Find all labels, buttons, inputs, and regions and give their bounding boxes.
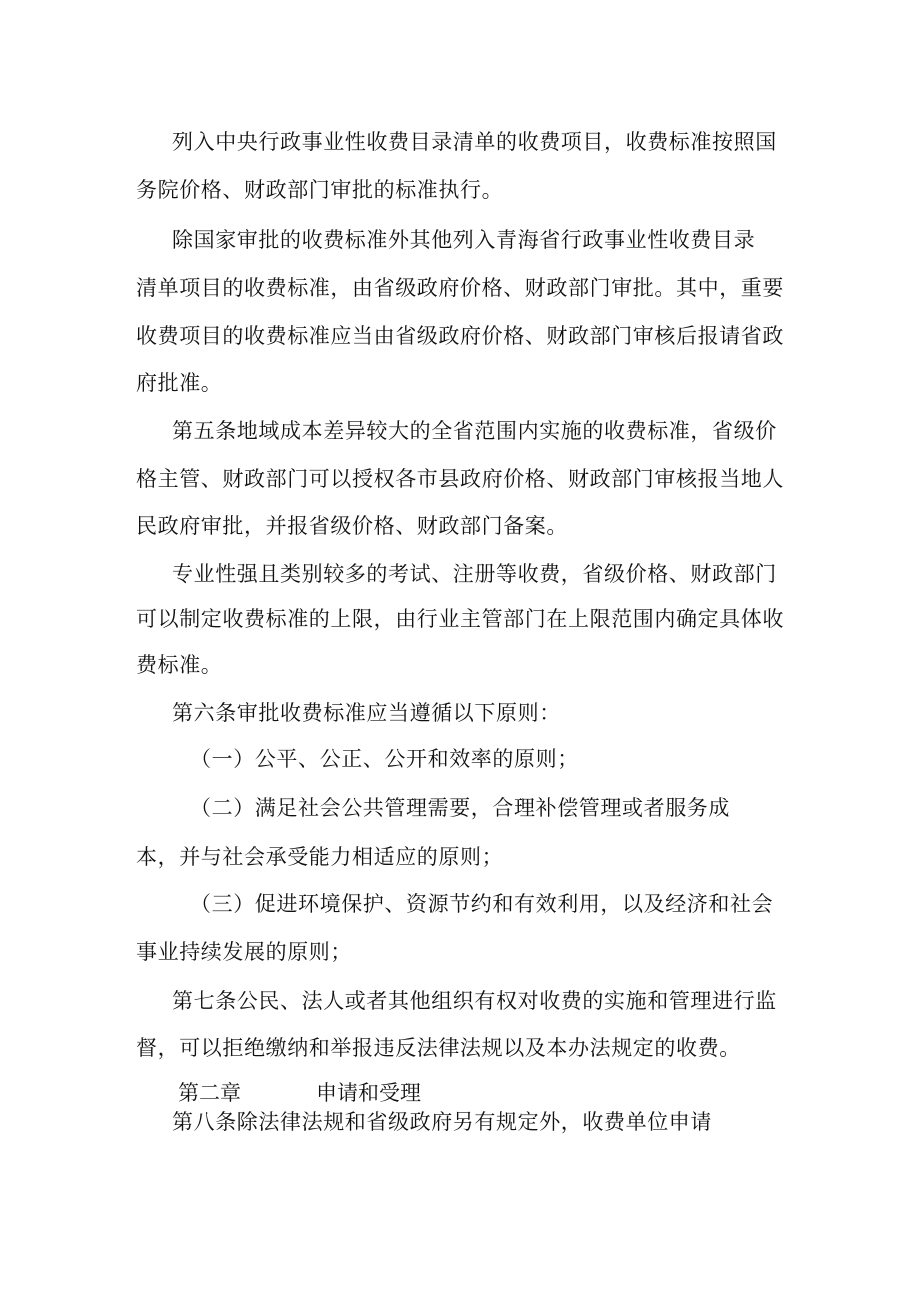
chapter-number: 第二章 xyxy=(178,1081,241,1105)
list-item: （一）公平、公正、公开和效率的原则； xyxy=(190,747,579,771)
paragraph-line: 收费项目的收费标准应当由省级政府价格、财政部门审核后报请省政 xyxy=(136,324,784,348)
paragraph-line: 第八条除法律法规和省级政府另有规定外，收费单位申请 xyxy=(172,1110,712,1134)
paragraph-line: 务院价格、财政部门审批的标准执行。 xyxy=(136,178,504,202)
paragraph-line: 第七条公民、法人或者其他组织有权对收费的实施和管理进行监 xyxy=(172,989,777,1013)
paragraph-line: 格主管、财政部门可以授权各市县政府价格、财政部门审核报当地人 xyxy=(136,467,784,491)
paragraph-line: 府批准。 xyxy=(136,371,223,395)
paragraph-line: 本，并与社会承受能力相适应的原则； xyxy=(136,845,504,869)
paragraph-line: 列入中央行政事业性收费目录清单的收费项目，收费标准按照国 xyxy=(172,130,777,154)
list-item: （三）促进环境保护、资源节约和有效利用，以及经济和社会 xyxy=(190,892,774,916)
paragraph-line: 第六条审批收费标准应当遵循以下原则： xyxy=(172,701,561,725)
paragraph-line: 第五条地域成本差异较大的全省范围内实施的收费标准，省级价 xyxy=(172,419,777,443)
paragraph-line: 费标准。 xyxy=(136,653,223,677)
list-item: （二）满足社会公共管理需要，合理补偿管理或者服务成 xyxy=(190,796,730,820)
paragraph-line: 可以制定收费标准的上限，由行业主管部门在上限范围内确定具体收 xyxy=(136,607,784,631)
paragraph-line: 清单项目的收费标准，由省级政府价格、财政部门审批。其中，重要 xyxy=(136,276,784,300)
paragraph-line: 专业性强且类别较多的考试、注册等收费，省级价格、财政部门 xyxy=(172,562,777,586)
paragraph-line: 事业持续发展的原则； xyxy=(136,940,352,964)
chapter-title: 申请和受理 xyxy=(316,1081,421,1105)
paragraph-line: 民政府审批，并报省级价格、财政部门备案。 xyxy=(136,514,568,538)
paragraph-line: 督，可以拒绝缴纳和举报违反法律法规以及本办法规定的收费。 xyxy=(136,1036,741,1060)
paragraph-line: 除国家审批的收费标准外其他列入青海省行政事业性收费目录 xyxy=(172,228,756,252)
